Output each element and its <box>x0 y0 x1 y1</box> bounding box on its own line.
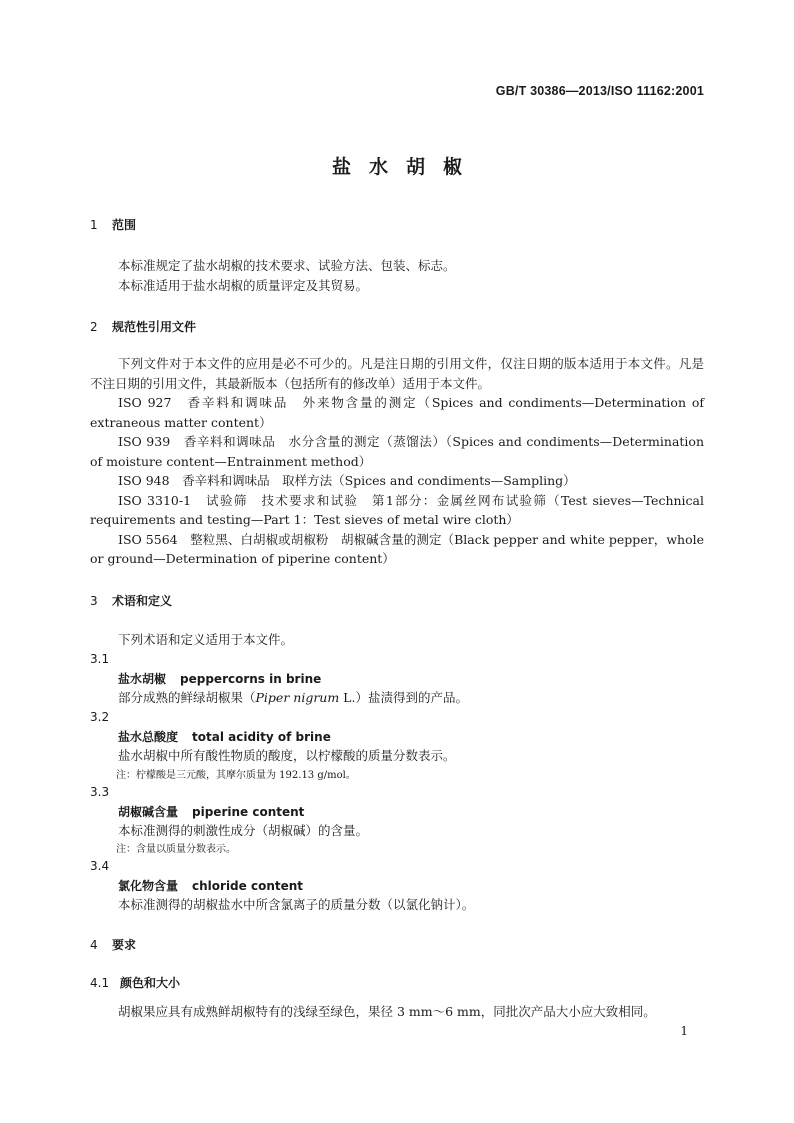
section-heading <box>90 216 704 233</box>
term-heading <box>118 803 304 820</box>
paragraph: 胡椒果应具有成熟鲜胡椒特有的浅绿至绿色，果径 3 mm～6 mm，同批次产品大小应大致相同。 <box>118 1004 656 1019</box>
term-heading <box>118 728 331 745</box>
term-definition: 部分成熟的鲜绿胡椒果（Piper nigrum L.）盐渍得到的产品。 <box>118 690 468 705</box>
reference-item: ISO 3310-1 试验筛 技术要求和试验 第1部分：金属丝网布试验筛（Test sieves—Technical requirements and testing—Part 1：Test sieves of metal wire cloth） <box>90 492 704 527</box>
term-heading <box>118 670 321 687</box>
section-number: 4 <box>90 938 98 952</box>
subsection-title: 颜色和大小 <box>120 976 181 990</box>
term-definition: 本标准测得的胡椒盐水中所含氯离子的质量分数（以氯化钠计）。 <box>118 897 475 912</box>
standard-code: GB/T 30386—2013/ISO 11162:2001 <box>495 84 704 98</box>
paragraph: 下列术语和定义适用于本文件。 <box>118 632 294 647</box>
section-title: 术语和定义 <box>112 594 173 608</box>
term-note: 注：柠檬酸是三元酸，其摩尔质量为 192.13 g/mol。 <box>116 770 356 781</box>
section-title: 要求 <box>112 938 137 952</box>
subsection-heading <box>90 974 704 991</box>
section-title: 范围 <box>112 218 137 232</box>
term-en: piperine content <box>192 805 305 819</box>
term-en: chloride content <box>192 879 304 893</box>
paragraph: 下列文件对于本文件的应用是必不可少的。凡是注日期的引用文件，仅注日期的版本适用于本文件。凡是不注日期的引用文件，其最新版本（包括所有的修改单）适用于本文件。 <box>90 356 704 391</box>
term-number: 3.1 <box>90 652 110 666</box>
section-number: 2 <box>90 320 98 334</box>
term-definition: 本标准测得的刺激性成分（胡椒碱）的含量。 <box>118 823 369 838</box>
term-definition: 盐水胡椒中所有酸性物质的酸度，以柠檬酸的质量分数表示。 <box>118 748 456 763</box>
term-cn: 胡椒碱含量 <box>118 805 179 819</box>
section-heading <box>90 936 704 953</box>
section-number: 3 <box>90 594 98 608</box>
latin-name: Piper nigrum <box>255 690 340 705</box>
section-number: 1 <box>90 218 98 232</box>
page-title: 盐水胡椒 <box>331 156 480 178</box>
scope-body <box>90 256 704 295</box>
section-title: 规范性引用文件 <box>112 320 197 334</box>
paragraph: 本标准适用于盐水胡椒的质量评定及其贸易。 <box>118 277 369 293</box>
term-cn: 盐水总酸度 <box>118 730 179 744</box>
reference-item: ISO 927 香辛料和调味品 外来物含量的测定（Spices and condiments—Determination of extraneous matter content） <box>90 395 704 430</box>
term-cn: 氯化物含量 <box>118 879 179 893</box>
paragraph: 本标准规定了盐水胡椒的技术要求、试验方法、包装、标志。 <box>118 258 456 273</box>
term-number: 3.4 <box>90 859 110 873</box>
subsection-number: 4.1 <box>90 976 110 990</box>
term-heading <box>118 877 303 894</box>
section-heading <box>90 318 704 335</box>
term-note: 注：含量以质量分数表示。 <box>116 844 236 855</box>
term-en: total acidity of brine <box>192 730 331 744</box>
page-number: 1 <box>680 1024 688 1038</box>
reference-item: ISO 939 香辛料和调味品 水分含量的测定（蒸馏法）（Spices and condiments—Determination of moisture content—Entrainment method） <box>90 434 704 469</box>
term-cn: 盐水胡椒 <box>118 672 167 686</box>
reference-item: ISO 948 香辛料和调味品 取样方法（Spices and condiments—Sampling） <box>118 473 576 488</box>
term-en: peppercorns in brine <box>180 672 322 686</box>
reference-item: ISO 5564 整粒黑、白胡椒或胡椒粉 胡椒碱含量的测定（Black pepper and white pepper，whole or ground—Determination of piperine content） <box>90 531 704 566</box>
references-body <box>90 354 704 569</box>
section-heading <box>90 592 704 609</box>
term-number: 3.3 <box>90 785 110 799</box>
term-number: 3.2 <box>90 710 110 724</box>
